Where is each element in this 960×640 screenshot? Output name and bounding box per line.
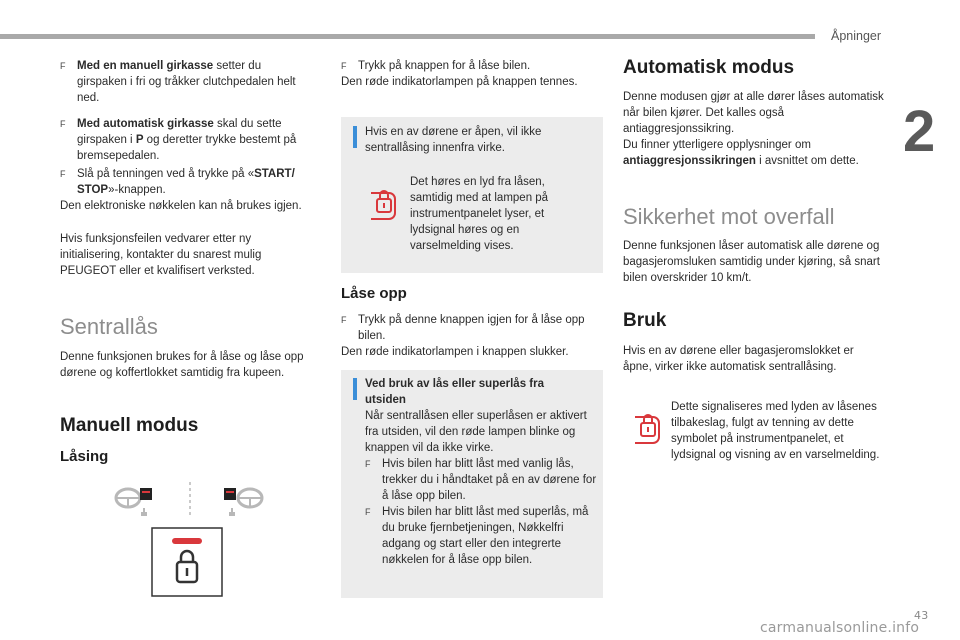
steering-wheel-icon-right — [224, 488, 262, 516]
heading-use: Bruk — [623, 310, 667, 331]
para-automatic-mode: Denne modusen gjør at alle dører låses automatisk når bilen kjører. Det kalles også antiaggresjonssikring. — [623, 91, 884, 135]
steering-wheel-icon-left — [116, 488, 152, 516]
info-box-outside-locking — [341, 370, 603, 598]
page-number: 43 — [914, 609, 929, 622]
para-use-warning: Dette signaliseres med lyden av låsenes tilbakeslag, fulgt av tenning av dette symbolet på instrumentpanelet, et lydsignal og visning av en varselmelding. — [671, 401, 880, 461]
para-security: Denne funksjonen låser automatisk alle dørene og bagasjeromsluken samtidig under kjøring, så snart bilen overskrider 10 km/t. — [623, 240, 880, 284]
bullet-press-lock: F Trykk på knappen for å låse bilen. — [341, 58, 603, 74]
info-door-open-text: Hvis en av dørene er åpen, vil ikke sentrallåsing innenfra virke. — [365, 126, 542, 154]
info-outside-title: Ved bruk av lås eller superlås fra utsiden — [365, 378, 544, 406]
bullet-start-stop: F Slå på tenningen ved å trykke på «START/ STOP»-knappen. — [60, 166, 310, 198]
section-label: Åpninger — [831, 29, 882, 43]
info-door-open-warning: Det høres en lyd fra låsen, samtidig med at lampen på instrumentpanelet lyser, et lydsignal høres og en varselmelding vises. — [410, 176, 549, 252]
para-red-lamp-on: Den røde indikatorlampen på knappen tennes. — [341, 76, 578, 88]
para-fault: Hvis funksjonsfeilen vedvarer etter ny initialisering, kontakter du snarest mulig PEUGEOT eller et kvalifisert verksted. — [60, 233, 262, 277]
para-keys: Den elektroniske nøkkelen kan nå brukes igjen. — [60, 200, 302, 212]
chapter-number: 2 — [903, 99, 936, 164]
heading-locking: Låsing — [60, 448, 109, 465]
door-lock-warning-icon — [631, 405, 665, 447]
header-rule — [0, 34, 815, 39]
bullet-manual-gearbox: F Med en manuell girkasse setter du girspaken i fri og tråkker clutchpedalen helt ned. — [60, 58, 310, 106]
heading-security: Sikkerhet mot overfall — [623, 204, 835, 229]
para-more-info: Du finner ytterligere opplysninger om antiaggresjonssikringen i avsnittet om dette. — [623, 139, 859, 167]
central-locking-illustration — [106, 480, 274, 598]
info-outside-bullet-normal: F Hvis bilen har blitt låst med vanlig lås, trekker du i håndtaket på en av dørene for å låse opp bilen. — [365, 456, 597, 504]
info-outside-bullet-superlock: F Hvis bilen har blitt låst med superlås, må du bruke fjernbetjeningen, Nøkkelfri adgang og start eller den integrerte nøkkelen for å låse opp bilen. — [365, 504, 597, 568]
info-outside-text: Når sentrallåsen eller superlåsen er aktivert fra utsiden, vil den røde lampen blinke og knappen vil da ikke virke. — [365, 410, 587, 454]
para-red-lamp-off: Den røde indikatorlampen i knappen slukker. — [341, 346, 569, 358]
info-marker — [353, 378, 357, 400]
lock-button-icon — [152, 528, 222, 596]
door-lock-warning-icon — [367, 181, 401, 223]
para-central-locking: Denne funksjonen brukes for å låse og låse opp dørene og koffertlokket samtidig fra kupeen. — [60, 351, 304, 379]
heading-manual-mode: Manuell modus — [60, 415, 199, 436]
heading-unlock: Låse opp — [341, 285, 407, 302]
info-marker — [353, 126, 357, 148]
heading-automatic-mode: Automatisk modus — [623, 57, 795, 78]
heading-central-locking: Sentrallås — [60, 314, 158, 339]
info-box-door-open — [341, 117, 603, 273]
bullet-automatic-gearbox: F Med automatisk girkasse skal du sette girspaken i P og deretter trykke bestemt på bremsepedalen. — [60, 116, 310, 164]
footer-watermark: carmanualsonline.info 43 — [760, 609, 929, 636]
para-use: Hvis en av dørene eller bagasjeromslokket er åpne, virker ikke automatisk sentrallåsing. — [623, 345, 854, 373]
bullet-press-unlock: F Trykk på denne knappen igjen for å låse opp bilen. — [341, 312, 591, 344]
